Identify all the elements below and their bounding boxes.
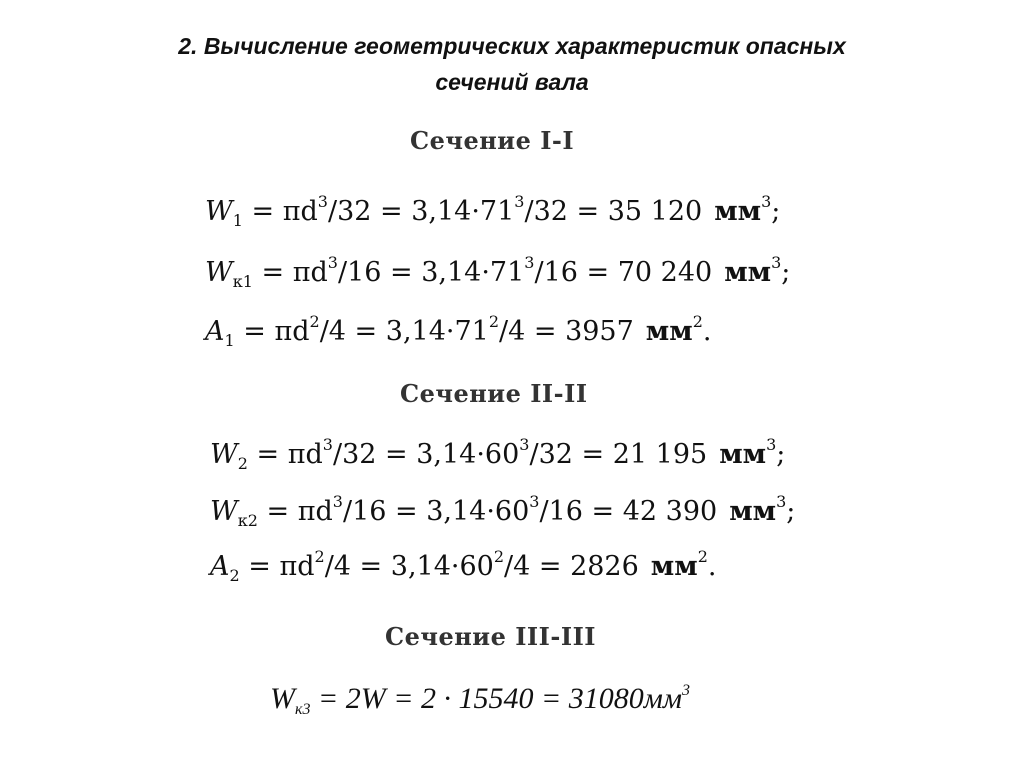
section-heading-1: Сечение I-I [410, 126, 575, 155]
title-line-2: сечений вала [435, 69, 589, 95]
formula-a1: $A_1 = \pi d^2/4 = 3,14\cdot 71^2/4 = 3957$ $мм^2$. [205, 312, 712, 350]
formula-w2: $W_2 = \pi d^3/32 = 3,14\cdot 60^3/32 = 21$ 195 $мм^3$; [210, 435, 786, 473]
formula-wk1: $W_{к1} = \pi d^3/16 = 3,14\cdot 71^3/16 = 70$ 240 $мм^3$; [205, 253, 791, 291]
section-heading-2: Сечение II-II [400, 379, 588, 408]
formula-w1: $W_1 = \pi d^3/32 = 3,14\cdot 71^3/32 = 35$ 120 $мм^3$; [205, 192, 781, 230]
formula-wk3: $W_{к3} = 2W = 2 \cdot 15540 = 31080мм^3$ [270, 682, 690, 718]
section-heading-3: Сечение III-III [385, 622, 597, 651]
formula-wk2: $W_{к2} = \pi d^3/16 = 3,14\cdot 60^3/16 = 42$ 390 $мм^3$; [210, 492, 796, 530]
title-line-1: 2. Вычисление геометрических характеристик опасных [178, 33, 846, 59]
page-title [60, 28, 964, 100]
formula-a2: $A_2 = \pi d^2/4 = 3,14\cdot 60^2/4 = 2826$ $мм^2$. [210, 547, 717, 585]
